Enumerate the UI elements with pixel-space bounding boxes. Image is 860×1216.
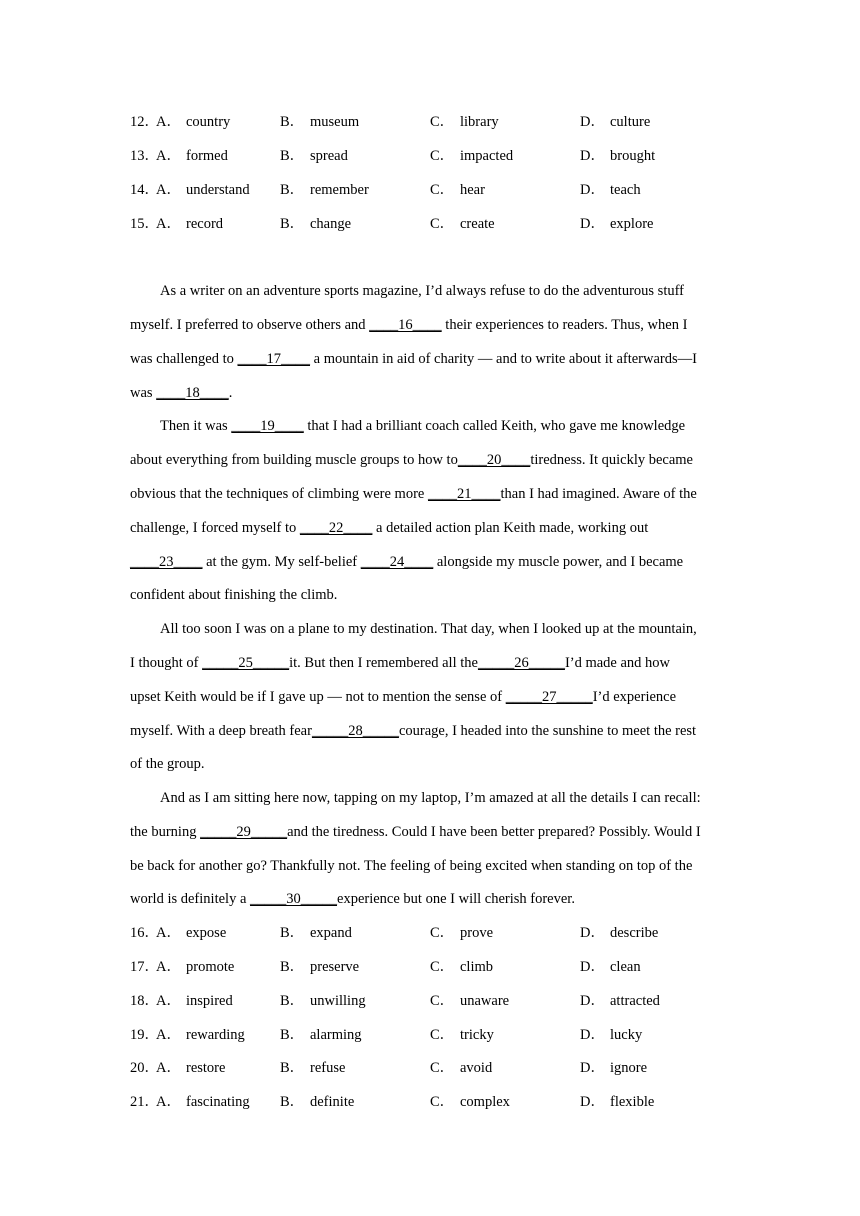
option-d: D． lucky — [580, 1027, 643, 1043]
option-b: B． preserve — [280, 959, 360, 975]
question-number: 16． — [130, 925, 159, 941]
option-a: A． rewarding — [156, 1027, 245, 1043]
option-a: A． promote — [156, 959, 235, 975]
blank-23: ____23____ — [130, 554, 203, 570]
option-b: B． remember — [280, 182, 369, 198]
option-d: D． culture — [580, 114, 651, 130]
passage-line: And as I am sitting here now, tapping on my laptop, I’m amazed at all the details I can recall: — [160, 790, 701, 806]
passage-line: of the group. — [130, 756, 205, 772]
option-a: A． understand — [156, 182, 250, 198]
option-b: B． unwilling — [280, 993, 366, 1009]
blank-29: _____29_____ — [200, 824, 288, 840]
option-a: A． restore — [156, 1060, 226, 1076]
passage-line: myself. I preferred to observe others and ____16____ their experiences to readers. Thus, when I — [130, 317, 688, 333]
option-d: D． brought — [580, 148, 656, 164]
option-b: B． alarming — [280, 1027, 362, 1043]
option-c: C． prove — [430, 925, 494, 941]
blank-24: ____24____ — [360, 554, 434, 570]
option-c: C． impacted — [430, 148, 514, 164]
blank-21: ____21____ — [427, 486, 501, 502]
option-c: C． library — [430, 114, 499, 130]
option-b: B． expand — [280, 925, 352, 941]
option-b: B． refuse — [280, 1060, 346, 1076]
option-d: D． ignore — [580, 1060, 648, 1076]
blank-25: _____25_____ — [202, 655, 290, 671]
passage-line: about everything from building muscle groups to how to____20____tiredness. It quickly became — [130, 452, 693, 468]
option-b: B． museum — [280, 114, 360, 130]
option-b: B． spread — [280, 148, 348, 164]
blank-26: _____26_____ — [477, 655, 565, 671]
option-c: C． unaware — [430, 993, 510, 1009]
option-a: A． country — [156, 114, 231, 130]
question-number: 14． — [130, 182, 159, 198]
passage-line: obvious that the techniques of climbing were more ____21____than I had imagined. Aware of the — [130, 486, 697, 502]
passage-line: ____23____ at the gym. My self-belief ____24____ alongside my muscle power, and I became — [130, 554, 684, 570]
passage-line: Then it was ____19____ that I had a brilliant coach called Keith, who gave me knowledge — [160, 418, 686, 434]
option-a: A． inspired — [156, 993, 233, 1009]
passage-line: be back for another go? Thankfully not. The feeling of being excited when standing on top of the — [130, 858, 693, 874]
passage-line: world is definitely a _____30_____experience but one I will cherish forever. — [130, 891, 575, 907]
passage-line: the burning _____29_____and the tiredness. Could I have been better prepared? Possibly. Would I — [130, 824, 701, 840]
option-b: B． change — [280, 216, 352, 232]
option-d: D． clean — [580, 959, 641, 975]
blank-17: ____17____ — [237, 351, 311, 367]
option-d: D． describe — [580, 925, 659, 941]
passage-line: As a writer on an adventure sports magazine, I’d always refuse to do the adventurous stuff — [160, 283, 684, 299]
blank-20: ____20____ — [457, 452, 531, 468]
blank-16: ____16____ — [369, 317, 442, 333]
option-a: A． expose — [156, 925, 227, 941]
blank-30: _____30_____ — [250, 891, 338, 907]
blank-19: ____19____ — [231, 418, 304, 434]
question-number: 13． — [130, 148, 159, 164]
question-number: 15． — [130, 216, 159, 232]
blank-18: ____18____ — [156, 385, 229, 401]
option-c: C． complex — [430, 1094, 510, 1110]
question-number: 19． — [130, 1027, 159, 1043]
question-number: 20． — [130, 1060, 159, 1076]
question-number: 12． — [130, 114, 159, 130]
question-number: 21． — [130, 1094, 159, 1110]
option-b: B． definite — [280, 1094, 355, 1110]
option-c: C． create — [430, 216, 495, 232]
option-c: C． climb — [430, 959, 494, 975]
passage-line: upset Keith would be if I gave up — not to mention the sense of _____27_____I’d experience — [130, 689, 677, 705]
passage-line: challenge, I forced myself to ____22____ a detailed action plan Keith made, working out — [130, 520, 649, 536]
option-a: A． record — [156, 216, 224, 232]
passage-line: was challenged to ____17____ a mountain in aid of charity — and to write about it afterwards—I — [130, 351, 697, 367]
option-c: C． tricky — [430, 1027, 494, 1043]
passage-line: I thought of _____25_____it. But then I remembered all the_____26_____I’d made and how — [130, 655, 671, 671]
option-d: D． flexible — [580, 1094, 655, 1110]
question-number: 18． — [130, 993, 159, 1009]
passage-line: confident about finishing the climb. — [130, 587, 338, 603]
passage-line: myself. With a deep breath fear_____28_____courage, I headed into the sunshine to meet the rest — [130, 723, 697, 739]
option-a: A． fascinating — [156, 1094, 250, 1110]
option-d: D． teach — [580, 182, 641, 198]
passage-line: All too soon I was on a plane to my destination. That day, when I looked up at the mountain, — [160, 621, 697, 637]
option-c: C． hear — [430, 182, 485, 198]
blank-22: ____22____ — [299, 520, 373, 536]
blank-27: _____27_____ — [505, 689, 593, 705]
option-c: C． avoid — [430, 1060, 493, 1076]
question-number: 17． — [130, 959, 159, 975]
blank-28: _____28_____ — [311, 723, 399, 739]
passage-line: was ____18____. — [130, 385, 233, 401]
option-a: A． formed — [156, 148, 228, 164]
option-d: D． explore — [580, 216, 654, 232]
option-d: D． attracted — [580, 993, 660, 1009]
